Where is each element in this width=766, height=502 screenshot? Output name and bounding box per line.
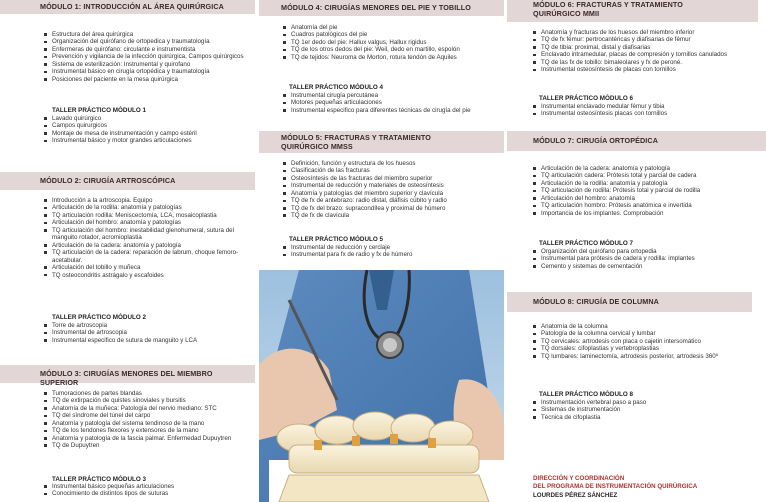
column-left <box>0 0 255 502</box>
list-item: Sistemas de instrumentación <box>531 406 757 413</box>
list-item: Enclavado intramedular, placas de compresión y tornillos canulados <box>531 51 755 58</box>
list-item: TQ de fx de clavícula <box>281 212 501 219</box>
module-5-list <box>281 160 501 220</box>
list-item: TQ 1er dedo del pie: Hallux valgus, Hallux rigidus <box>281 39 499 46</box>
list-item: Organización del quirófano para ortopedia <box>531 248 757 255</box>
list-item: Instrumental para prótesis de cadera y rodilla: implantes <box>531 255 757 262</box>
footer-direction: DIRECCIÓN Y COORDINACIÓN <box>533 475 625 482</box>
module-3-taller-title: TALLER PRÁCTICO MÓDULO 3 <box>52 476 146 483</box>
list-item: TQ de las fx de tobillo: bimaleolares y fx de peroné. <box>531 59 755 66</box>
list-item: Instrumental básico y motor grandes articulaciones <box>42 137 252 144</box>
list-item: TQ del síndrome del túnel del carpo <box>42 412 256 419</box>
list-item: Instrumental osteosíntesis de placas con tornillos <box>531 66 755 73</box>
list-item: Conocimiento de distintos tipos de suturas <box>42 490 256 497</box>
module-6-header: MÓDULO 6: FRACTURAS Y TRATAMIENTO QUIRÚRGICO MMII <box>507 0 758 22</box>
module-8-taller-list <box>531 399 757 421</box>
module-4-header: MÓDULO 4: CIRUGÍAS MENORES DEL PIE Y TOBILLO <box>259 0 504 16</box>
list-item: Instrumental cirugía percutánea <box>281 92 481 99</box>
list-item: TQ de tejidos: Neuroma de Morton, rotura tendón de Aquiles <box>281 54 499 61</box>
list-item: Anatomía y patología del sistema tendinoso de la mano <box>42 420 256 427</box>
list-item: Instrumental de reducción y cerclaje <box>281 244 501 251</box>
list-item: Instrumental básico pequeñas articulaciones <box>42 483 256 490</box>
list-item: Instrumental básico en cirugía ortopédica y traumatología <box>42 68 252 75</box>
list-item: Articulación de la cadera: anatomía y patología <box>42 242 256 249</box>
list-item: TQ de tibia: proximal, distal y diafisarias <box>531 44 755 51</box>
module-5-taller-list <box>281 244 501 259</box>
list-item: TQ de los tendones flexores y extensores de la mano <box>42 427 256 434</box>
module-4-taller-list <box>281 92 481 114</box>
list-item: Tumoraciones de partes blandas <box>42 390 256 397</box>
list-item: TQ de fx de antebrazo: radio distal, diáfisis cúbito y radio <box>281 197 501 204</box>
list-item: TQ articulación hombro: Prótesis anatómica e invertida <box>531 202 757 209</box>
list-item: TQ de fx del brazo: supracondílea y proximal de húmero <box>281 205 501 212</box>
module-3-list <box>42 390 256 450</box>
module-8-header: MÓDULO 8: CIRUGÍA DE COLUMNA <box>507 292 752 312</box>
list-item: TQ articulación rodilla: Meniscectomía, LCA, mosaicoplastia <box>42 212 256 219</box>
list-item: Articulación de la rodilla: anatomía y patología <box>531 180 757 187</box>
list-item: Anatomía y patología de la fascia palmar. Enfermedad Dupuytren <box>42 435 256 442</box>
list-item: Articulación del hombro: anatomía y patologías <box>42 219 256 226</box>
module-2-taller-title: TALLER PRÁCTICO MÓDULO 2 <box>52 314 146 321</box>
list-item: Importancia de los implantes. Comprobación <box>531 210 757 217</box>
list-item: Sistema de esterilización: Instrumental y quirofano <box>42 61 252 68</box>
list-item: TQ de fx fémur: pertrocantéricas y diafisarias de fémur <box>531 36 755 43</box>
module-1-taller-title: TALLER PRÁCTICO MÓDULO 1 <box>52 107 146 114</box>
list-item: Campos quirurgicos <box>42 122 252 129</box>
module-4-list <box>281 24 499 61</box>
list-item: Articulación de la cadera: anatomía y patología <box>531 165 757 172</box>
list-item: Definición, función y estructura de los huesos <box>281 160 501 167</box>
module-1-header: MÓDULO 1: INTRODUCCIÓN AL ÁREA QUIRÚRGICA <box>0 0 255 14</box>
list-item: Instrumental especifico de sutura de manguito y LCA <box>42 337 256 344</box>
list-item: Motores pequeñas articulaciones <box>281 99 481 106</box>
list-item: Torre de artroscopia <box>42 322 256 329</box>
list-item: Cuadros patológicos del pie <box>281 31 499 38</box>
module-7-header: MÓDULO 7: CIRUGÍA ORTOPÉDICA <box>507 131 766 151</box>
list-item: Patología de la columna cervical y lumbar <box>531 330 731 337</box>
module-8-taller-title: TALLER PRÁCTICO MÓDULO 8 <box>539 391 633 398</box>
spine-model <box>277 412 489 502</box>
list-item: Instrumental enclavado medular fémur y tibia <box>531 103 755 110</box>
module-6-taller-list <box>531 103 755 118</box>
module-3-header: MÓDULO 3: CIRUGÍAS MENORES DEL MIEMBRO SUPERIOR <box>0 365 255 383</box>
list-item: Instrumental de reducción y materiales de osteosíntesis <box>281 182 501 189</box>
column-right <box>507 0 766 502</box>
list-item: TQ articulación cadera: Prótesis total y parcial de cadera <box>531 172 757 179</box>
photo-illustration <box>259 270 504 502</box>
footer-program: DEL PROGRAMA DE INSTRUMENTACIÓN QUIRÚRGICA <box>533 483 698 490</box>
list-item: Anatomía del pie <box>281 24 499 31</box>
list-item: Prevención y vigilancia de la infección quirúrgica, Campos quirúrgicos <box>42 53 252 60</box>
module-2-taller-list <box>42 322 256 344</box>
list-item: TQ dorsales: cifoplastias y vertebroplastias <box>531 345 731 352</box>
list-item: Instrumental osteosíntesis placas con tornillos <box>531 110 755 117</box>
list-item: TQ de los otros dedos del pie: Weil, dedo en martillo, espolón <box>281 46 499 53</box>
list-item: TQ cervicales: artrodesis con placa o cajetin intersomático <box>531 338 731 345</box>
module-3-taller-list <box>42 483 256 498</box>
module-4-taller-title: TALLER PRÁCTICO MÓDULO 4 <box>289 84 383 91</box>
list-item: Cemento y sistemas de cementación <box>531 263 757 270</box>
list-item: Anatomía de la muñeca: Patología del nervio mediano: STC <box>42 405 256 412</box>
list-item: Técnica de cifoplastia <box>531 414 757 421</box>
module-1-taller-list <box>42 115 252 145</box>
list-item: Osteosíntesis de las fracturas del miembro superior <box>281 175 501 182</box>
module-5-header: MÓDULO 5: FRACTURAS Y TRATAMIENTO QUIRÚRGICO MMSS <box>259 131 504 153</box>
module-5-taller-title: TALLER PRÁCTICO MÓDULO 5 <box>289 236 383 243</box>
list-item: Instrumental de artroscopia <box>42 329 256 336</box>
module-2-header: MÓDULO 2: CIRUGÍA ARTROSCÓPICA <box>0 172 255 190</box>
list-item: TQ de extirpación de quistes sinoviales y bursitis <box>42 397 256 404</box>
surgeon-spine-photo <box>259 270 504 502</box>
module-6-taller-title: TALLER PRÁCTICO MÓDULO 6 <box>539 95 633 102</box>
module-7-list <box>531 165 757 217</box>
footer-director-name: LOURDES PÉREZ SÁNCHEZ <box>533 492 618 499</box>
list-item: Anatomía y fracturas de los huesos del miembro inferior <box>531 29 755 36</box>
list-item: Montaje de mesa de instrumentación y campo estéril <box>42 130 252 137</box>
list-item: Introducción a la artroscopia. Equipo <box>42 197 256 204</box>
list-item: Enfermeras de quirófano: circulante e instrumentista <box>42 46 252 53</box>
list-item: TQ articulación del hombro: inestabilidad glenohumeral, sutura del manguito rotador, acromioplastia <box>42 227 256 242</box>
module-1-list <box>42 31 252 83</box>
module-7-taller-list <box>531 248 757 270</box>
module-8-list <box>531 323 731 360</box>
list-item: Anatomía y patologías del miembro superior y clavícula <box>281 190 501 197</box>
list-item: Lavado quirúrgico <box>42 115 252 122</box>
module-6-list <box>531 29 755 74</box>
list-item: Instrumental para fx de radio y fx de húmero <box>281 251 501 258</box>
list-item: Articulación de la rodilla: anatomía y patologías <box>42 204 256 211</box>
list-item: TQ lumbares: laminectomía, artrodesis posterior, artrodesis 360º <box>531 353 731 360</box>
module-2-list <box>42 197 256 279</box>
module-7-taller-title: TALLER PRÁCTICO MÓDULO 7 <box>539 240 633 247</box>
list-item: Anatomía de la columna <box>531 323 731 330</box>
list-item: TQ articulación de rodilla: Prótesis total y parcial de rodilla <box>531 187 757 194</box>
list-item: Articulación del hombro: anatomía <box>531 195 757 202</box>
list-item: TQ de Dupuytren <box>42 442 256 449</box>
list-item: Articulación del tobillo y muñeca <box>42 264 256 271</box>
list-item: Instrumental especifico para diferentes técnicas de cirugía del pie <box>281 107 481 114</box>
list-item: Organización del quirófano de ortopedica y traumatología <box>42 38 252 45</box>
list-item: Estructura del área quirúrgica <box>42 31 252 38</box>
list-item: TQ articulación de la cadera: reparación de labrum, choque femoro- acetabular. <box>42 249 256 264</box>
list-item: Instrumentación vertebral paso a paso <box>531 399 757 406</box>
list-item: Clasificación de las fracturas <box>281 167 501 174</box>
list-item: TQ osteocondritis astrágalo y escafoides <box>42 272 256 279</box>
list-item: Posiciones del paciente en la mesa quirúrgica <box>42 76 252 83</box>
